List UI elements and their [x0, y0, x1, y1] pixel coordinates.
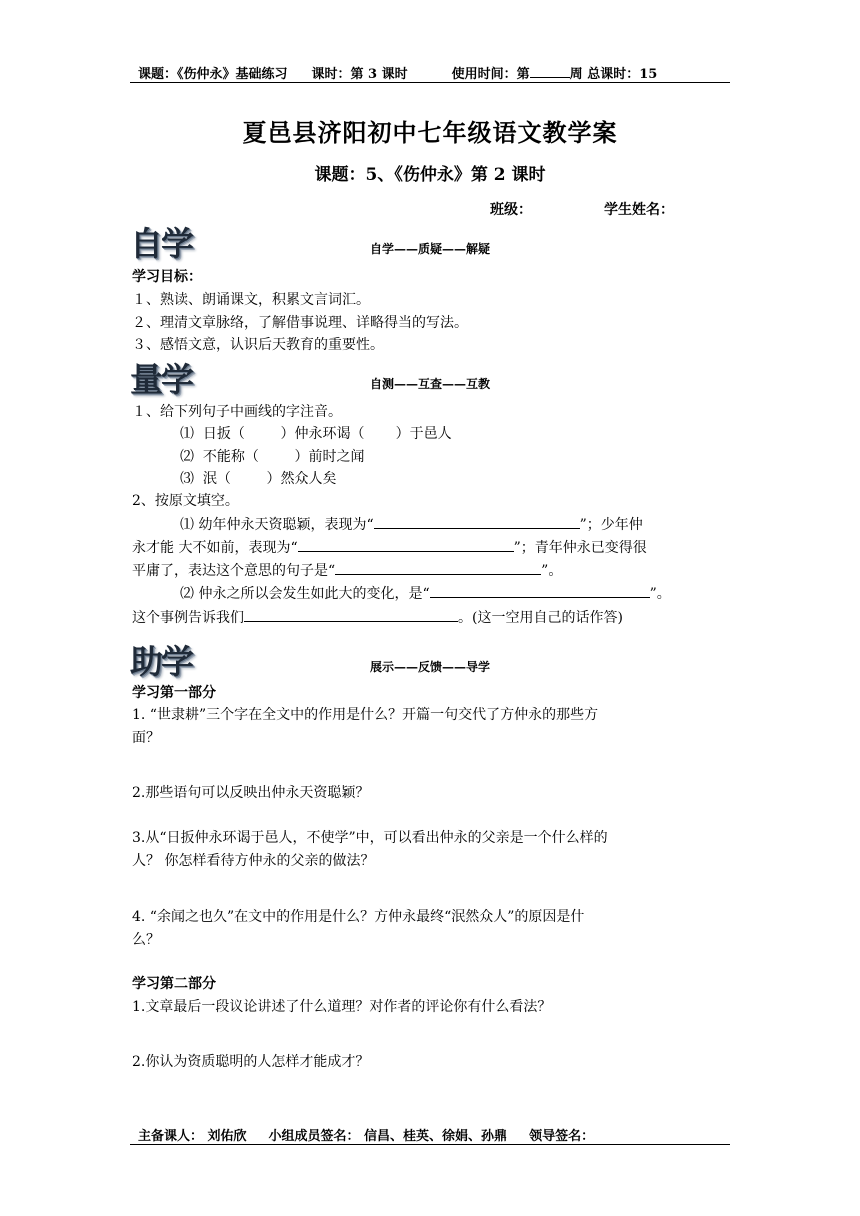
- q2-text: ”。: [541, 563, 563, 579]
- goal-item: ２、理清文章脉络，了解借事说理、详略得当的写法。: [132, 315, 468, 331]
- part1-question: 4. “余闻之也久”在文中的作用是什么？方仲永最终“泯然众人”的原因是什: [132, 909, 585, 925]
- part1-heading: 学习第一部分: [132, 685, 216, 701]
- goals-heading: 学习目标：: [132, 269, 202, 285]
- zhuxue-caption: 展示——反馈——导学: [369, 660, 490, 674]
- zhuxue-heading: 助学: [130, 642, 192, 681]
- header-rule: [130, 82, 730, 83]
- q2-text: ”。: [649, 586, 671, 602]
- lesson-subtitle: 课题：5、《伤仲永》第 2 课时: [314, 165, 546, 185]
- q2-line: [132, 537, 647, 557]
- zixue-caption: 自学——质疑——解疑: [369, 242, 490, 256]
- week-blank: [530, 63, 570, 78]
- zixue-heading: 自学: [130, 224, 192, 263]
- fill-blank[interactable]: [430, 583, 650, 598]
- fill-blank[interactable]: [335, 560, 541, 575]
- header-week: 周: [569, 67, 583, 82]
- header-total: 总课时：15: [587, 67, 658, 82]
- header-period: 课时：第 3 课时: [311, 67, 408, 82]
- footer-members: 小组成员签名： 信昌、桂英、徐娟、孙鼎: [268, 1129, 508, 1144]
- q2-text: ”；青年仲永已变得很: [513, 540, 647, 556]
- part1-question: 3.从“日扳仲永环谒于邑人，不使学”中，可以看出仲永的父亲是一个什么样的: [132, 830, 608, 846]
- q2-line: [180, 583, 671, 603]
- q2-text: ”；少年仲: [579, 517, 643, 533]
- q1-item: ⑶ 泯（ ）然众人矣: [180, 471, 337, 487]
- goal-item: １、熟读、朗诵课文，积累文言词汇。: [132, 292, 370, 308]
- q2-text: 平庸了，表达这个意思的句子是“: [132, 563, 336, 579]
- fill-blank[interactable]: [244, 607, 458, 622]
- class-label: 班级：: [490, 202, 532, 218]
- liangxue-heading: 量学: [130, 360, 192, 399]
- part1-question: 2.那些语句可以反映出仲永天资聪颖？: [132, 785, 370, 801]
- goal-item: ３、感悟文意，认识后天教育的重要性。: [132, 337, 384, 353]
- q2-line: [132, 560, 562, 580]
- liangxue-caption: 自测——互查——互教: [369, 377, 490, 391]
- part1-question: 人？ 你怎样看待方仲永的父亲的做法？: [132, 853, 375, 869]
- page-header: [138, 63, 657, 82]
- q2-text: 。(这一空用自己的话作答): [458, 610, 623, 626]
- part2-question: 2.你认为资质聪明的人怎样才能成才？: [132, 1054, 370, 1070]
- page-title: 夏邑县济阳初中七年级语文教学案: [242, 119, 618, 147]
- fill-blank[interactable]: [374, 514, 580, 529]
- header-usage: 使用时间：第: [451, 67, 530, 82]
- q2-title: 2、按原文填空。: [132, 493, 239, 509]
- footer-rule: [130, 1144, 730, 1145]
- q2-text: 永才能 大不如前，表现为“: [132, 540, 298, 556]
- page-footer: [138, 1125, 594, 1144]
- student-label: 学生姓名：: [604, 202, 674, 218]
- part1-question: 1. “世隶耕”三个字在全文中的作用是什么？开篇一句交代了方仲永的那些方: [132, 707, 599, 723]
- q2-text: ⑴ 幼年仲永天资聪颖，表现为“: [180, 517, 374, 533]
- q1-item: ⑵ 不能称（ ）前时之闻: [180, 449, 365, 465]
- fill-blank[interactable]: [298, 537, 514, 552]
- footer-teacher: 主备课人： 刘佑欣: [138, 1129, 247, 1144]
- q1-item: ⑴ 日扳（ ）仲永环谒（ ）于邑人: [180, 426, 452, 442]
- class-student-line: [490, 199, 674, 219]
- q2-line: [132, 607, 623, 627]
- part2-heading: 学习第二部分: [132, 976, 216, 992]
- q1-title: １、给下列句子中画线的字注音。: [132, 404, 342, 420]
- part1-question: 面？: [132, 730, 160, 746]
- part1-question: 么？: [132, 932, 160, 948]
- q2-text: 这个事例告诉我们: [132, 610, 244, 626]
- q2-text: ⑵ 仲永之所以会发生如此大的变化，是“: [180, 586, 430, 602]
- footer-leader: 领导签名：: [529, 1129, 595, 1144]
- part2-question: 1.文章最后一段议论讲述了什么道理？对作者的评论你有什么看法？: [132, 999, 552, 1015]
- q2-line: [180, 514, 643, 534]
- header-topic: 课题：《伤仲永》基础练习: [138, 67, 288, 82]
